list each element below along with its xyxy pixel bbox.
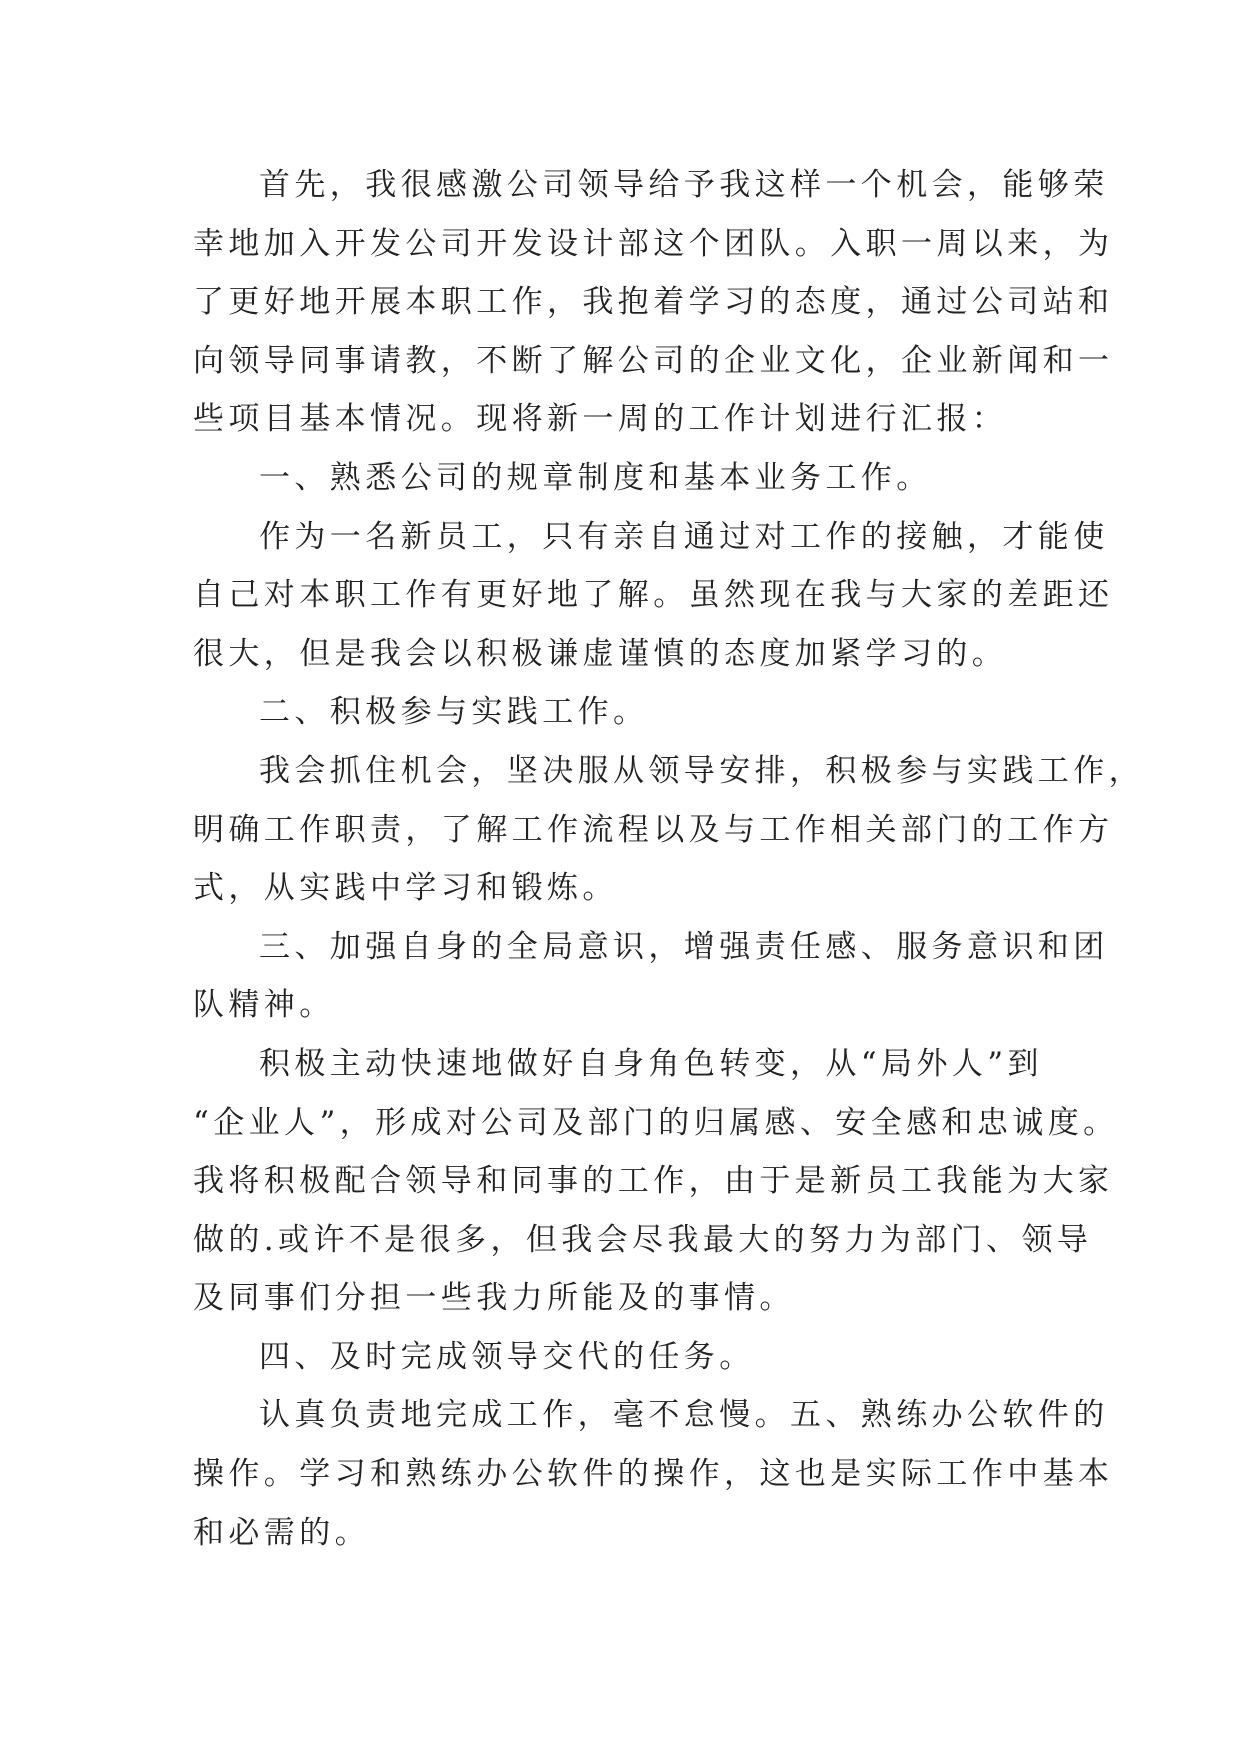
text-line: 认真负责地完成工作，毫不怠慢。五、熟练办公软件的 — [259, 1397, 1109, 1434]
text-line: 些项目基本情况。现将新一周的工作计划进行汇报： — [193, 401, 1008, 438]
text-line: 了更好地开展本职工作，我抱着学习的态度，通过公司站和 — [193, 284, 1114, 321]
document-body — [193, 156, 1144, 1562]
text-line: 积极主动快速地做好自身角色转变，从“局外人”到 — [259, 1045, 1043, 1082]
text-line: 队精神。 — [193, 987, 335, 1024]
section-heading: 四、及时完成领导交代的任务。 — [259, 1338, 755, 1375]
text-line: 很大，但是我会以积极谦虚谨慎的态度加紧学习的。 — [193, 635, 1008, 672]
text-line: 做的.或许不是很多，但我会尽我最大的努力为部门、领导 — [193, 1221, 1093, 1258]
text-line: 操作。学习和熟练办公软件的操作，这也是实际工作中基本 — [193, 1456, 1114, 1493]
text-line: 自己对本职工作有更好地了解。虽然现在我与大家的差距还 — [193, 577, 1114, 614]
text-line: 我会抓住机会，坚决服从领导安排，积极参与实践工作， — [259, 752, 1144, 789]
text-line: 和必需的。 — [193, 1514, 370, 1551]
section-heading: 一、熟悉公司的规章制度和基本业务工作。 — [259, 459, 932, 496]
text-line: 幸地加入开发公司开发设计部这个团队。入职一周以来，为 — [193, 225, 1114, 262]
section-heading: 三、加强自身的全局意识，增强责任感、服务意识和团 — [259, 928, 1109, 965]
text-line: 明确工作职责，了解工作流程以及与工作相关部门的工作方 — [193, 811, 1114, 848]
text-line: 我将积极配合领导和同事的工作，由于是新员工我能为大家 — [193, 1163, 1114, 1200]
section-heading: 二、积极参与实践工作。 — [259, 694, 649, 731]
text-line: 向领导同事请教，不断了解公司的企业文化，企业新闻和一 — [193, 342, 1114, 379]
text-line: 首先，我很感激公司领导给予我这样一个机会，能够荣 — [259, 167, 1109, 203]
text-line: 作为一名新员工，只有亲自通过对工作的接触，才能使 — [259, 518, 1109, 555]
text-line: “企业人”，形成对公司及部门的归属感、安全感和忠诚度。 — [193, 1104, 1119, 1141]
text-line: 式，从实践中学习和锻炼。 — [193, 870, 618, 907]
text-line: 及同事们分担一些我力所能及的事情。 — [193, 1280, 795, 1317]
